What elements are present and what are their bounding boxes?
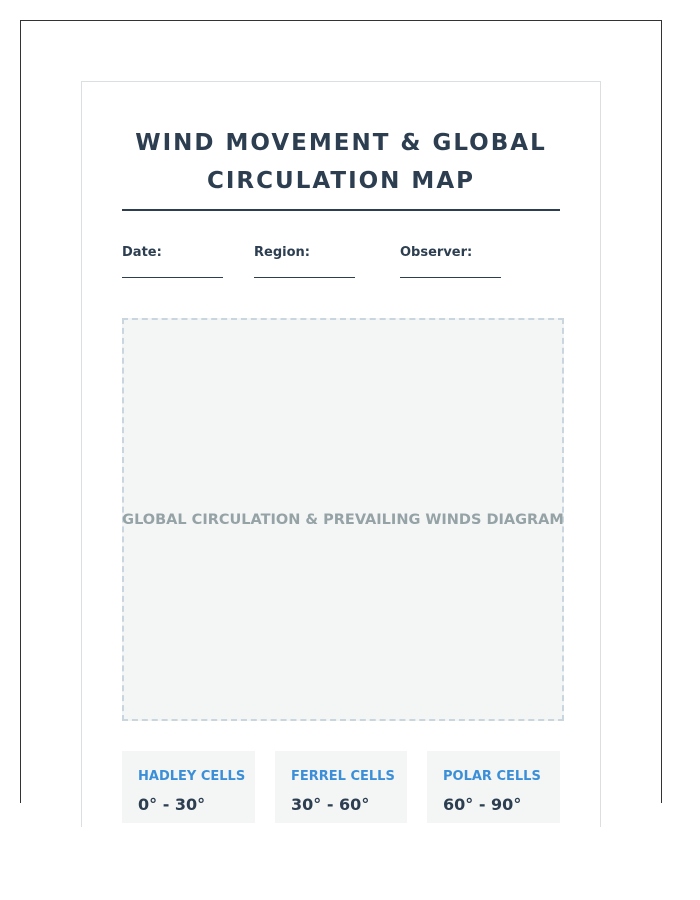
- polar-cells-card: [427, 751, 560, 823]
- region-blank-line[interactable]: [254, 274, 355, 278]
- observer-blank-line[interactable]: [400, 274, 501, 278]
- card-range: 0° - 30°: [138, 795, 206, 814]
- date-label: Date:: [122, 245, 162, 260]
- card-range: 30° - 60°: [291, 795, 370, 814]
- card-title: HADLEY CELLS: [138, 769, 246, 784]
- worksheet-page: [81, 81, 601, 827]
- card-title: POLAR CELLS: [443, 769, 541, 784]
- observer-label: Observer:: [400, 245, 473, 260]
- region-label: Region:: [254, 245, 310, 260]
- diagram-placeholder-text: GLOBAL CIRCULATION & PREVAILING WINDS DIAGRAM: [122, 511, 564, 528]
- card-range: 60° - 90°: [443, 795, 522, 814]
- observer-field[interactable]: [400, 245, 501, 278]
- card-title: FERREL CELLS: [291, 769, 395, 784]
- document-viewport[interactable]: [20, 20, 662, 814]
- region-field[interactable]: [254, 245, 355, 278]
- hadley-cells-card: [122, 751, 255, 823]
- page-title: WIND MOVEMENT & GLOBAL CIRCULATION MAP: [135, 130, 547, 194]
- diagram-placeholder: [122, 318, 564, 721]
- title-divider: [122, 209, 560, 211]
- date-field[interactable]: [122, 245, 223, 278]
- date-blank-line[interactable]: [122, 274, 223, 278]
- ferrel-cells-card: [275, 751, 407, 823]
